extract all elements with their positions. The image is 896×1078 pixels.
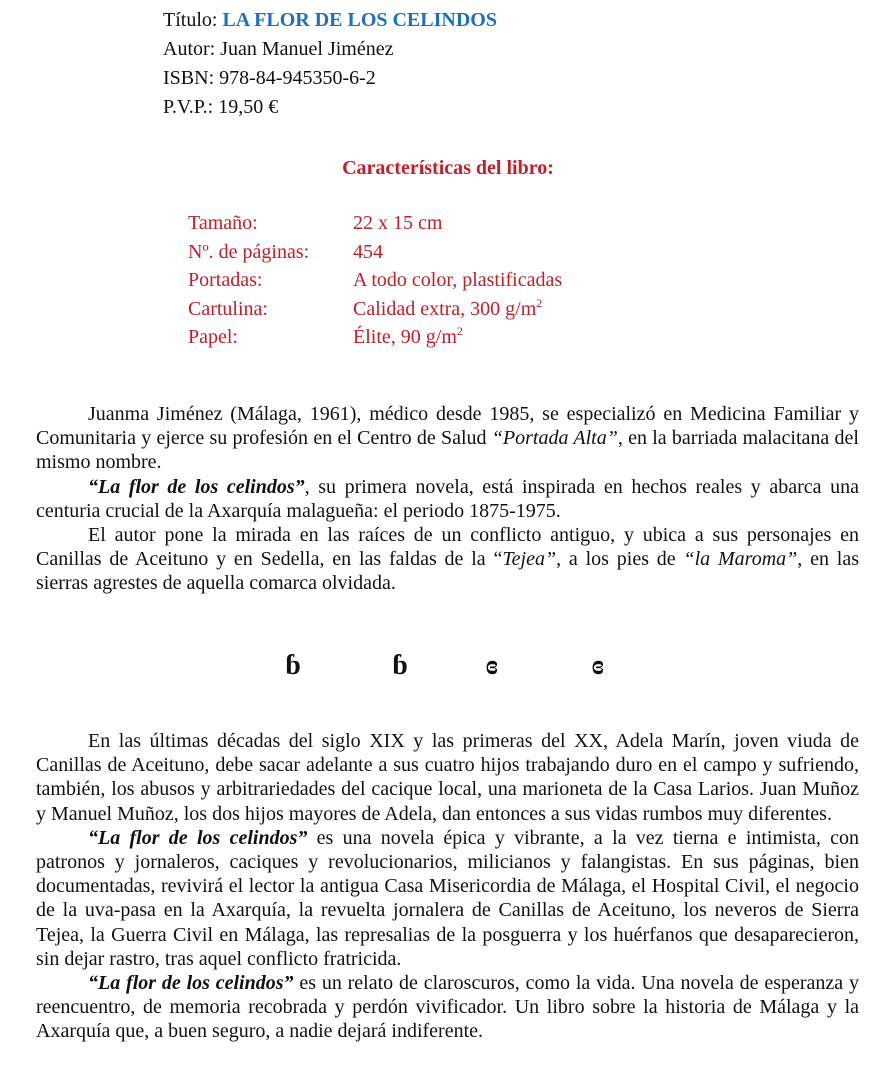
synopsis-paragraph: [36, 826, 859, 971]
bio-paragraph: [36, 475, 859, 523]
book-title-italic: “La flor de los celindos”: [88, 826, 308, 849]
price-line: P.V.P.: 19,50 €: [163, 96, 279, 118]
italic-run: “Portada Alta”: [491, 427, 618, 450]
italic-run: “la Maroma”: [683, 548, 798, 571]
features-heading: Características del libro:: [342, 157, 554, 179]
text-run: es una novela épica y vibrante, a la vez tierna e intimista, con patronos y jornaleros, caciques y revolucionarios, milicianos y falangistas. En sus páginas, bien documentadas, revivirá el lector la antigua Casa Misericordia de Málaga, el Hospital Civil, el negocio de la uva-pasa en la Axarquía, la revuelta jornalera de Canillas de Aceituno, los neveros de Sierra Tejea, la Guerra Civil en Málaga, las represalias de la posguerra y los huérfanos que desaparecieron, sin dejar rastro, tras aquel conflicto fratricida.: [36, 826, 859, 970]
text-run: , en las sierras agrestes de aquella comarca olvidada.: [36, 548, 859, 595]
spec-value: Calidad extra, 300 g/m: [353, 297, 537, 320]
spec-label: Nº. de páginas:: [188, 240, 310, 263]
bio-paragraph: [36, 402, 859, 475]
author-line: Autor: Juan Manuel Jiménez: [163, 38, 394, 60]
book-title-italic: “La flor de los celindos”: [88, 475, 305, 498]
text-run: Juanma Jiménez (Málaga, 1961), médico desde 1985, se especializó en Medicina Familiar y Comunitaria y ejerce su profesión en el Centro de Salud: [36, 403, 859, 450]
synopsis-paragraph: [36, 971, 859, 1044]
section-divider: [0, 646, 896, 686]
spec-value: Élite, 90 g/m: [353, 326, 457, 348]
spec-row-paper: [188, 323, 562, 352]
book-title: LA FLOR DE LOS CELINDOS: [222, 9, 497, 31]
spec-row-size: [188, 209, 562, 238]
ornament-right-icon: ɞ: [485, 650, 499, 681]
italic-run: Tejea”: [502, 548, 557, 571]
title-line: [163, 6, 497, 35]
spec-label: Portadas:: [188, 269, 263, 291]
synopsis-paragraph: En las últimas décadas del siglo XIX y las primeras del XX, Adela Marín, joven viuda de Canillas de Aceituno, debe sacar adelante a sus cuatro hijos trabajando duro en el campo y sufriendo, también, los abusos y arbitrariedades del cacique local, una marioneta de la Casa Larios. Juan Muñoz y Manuel Muñoz, los dos hijos mayores de Adela, dan entonces a sus vidas rumbos muy diferentes.: [36, 730, 859, 825]
bio-paragraph: [36, 523, 859, 596]
superscript: 2: [456, 324, 463, 338]
spec-row-covers: [188, 266, 562, 295]
text-run: es un relato de claroscuros, como la vida. Una novela de esperanza y reencuentro, de memoria recobrada y perdón vivificador. Un libro sobre la historia de Málaga y la Axarquía que, a buen seguro, a nadie dejará indiferente.: [36, 972, 859, 1043]
book-metadata: [163, 6, 497, 122]
spec-value-wrap: [353, 295, 542, 324]
superscript: 2: [536, 295, 543, 310]
ornament-right-icon: ɞ: [591, 650, 605, 681]
author-bio: [36, 402, 859, 596]
spec-row-cardboard: [188, 295, 562, 324]
spec-value-wrap: [353, 323, 463, 352]
spec-value: 454: [353, 240, 383, 263]
ornament-left-icon: ɓ: [392, 650, 408, 681]
spec-label: Papel:: [188, 326, 238, 348]
text-run: El autor pone la mirada en las raíces de un conflicto antiguo, y ubica a sus personajes en Canillas de Aceituno y en Sedella, en las faldas de la “: [36, 524, 859, 571]
text-run: , en la barriada malacitana del mismo nombre.: [36, 427, 859, 474]
isbn-line: ISBN: 978-84-945350-6-2: [163, 67, 376, 89]
text-run: , a los pies de: [556, 548, 684, 571]
spec-value: A todo color, plastificadas: [353, 269, 563, 291]
spec-label: Tamaño:: [188, 212, 258, 234]
title-label: Título:: [163, 9, 218, 31]
spec-list: [188, 209, 562, 352]
ornament-left-icon: ɓ: [285, 650, 301, 681]
book-title-italic: “La flor de los celindos”: [88, 972, 294, 995]
spec-value: 22 x 15 cm: [353, 212, 443, 234]
text-run: , su primera novela, está inspirada en hechos reales y abarca una centuria crucial de la Axarquía malagueña: el periodo 1875-1975.: [36, 475, 859, 522]
synopsis: [36, 729, 859, 1044]
spec-label: Cartulina:: [188, 297, 268, 320]
spec-row-pages: [188, 238, 562, 267]
